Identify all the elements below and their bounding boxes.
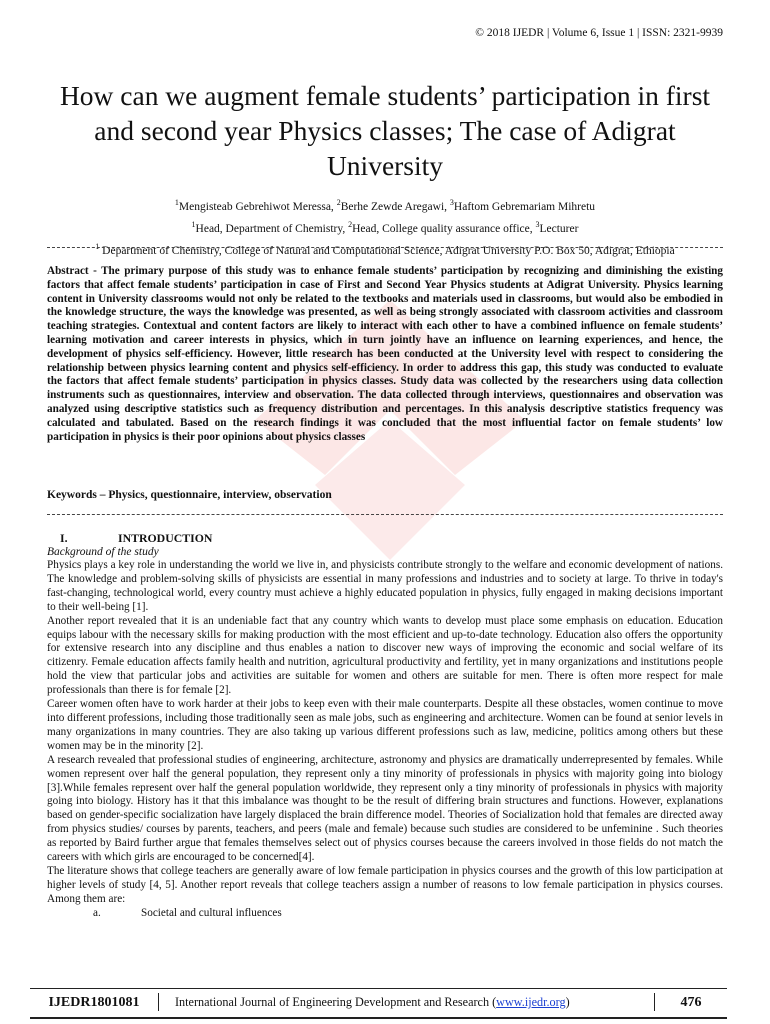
author-name: Haftom Gebremariam Mihretu [453,200,596,213]
list-item-text: Societal and cultural influences [141,906,282,919]
body-paragraph: A research revealed that professional studies of engineering, architecture, astronomy and physics are dramatically underrepresented by females. While women represent over half the general population, they represent only a tiny minority of professionals in physics with majority going into biology [3].While females represent over half the general population worldwide, they represent only a tiny minority of professionals in physics with majority going into biology. History has it that this imbalance was thought to be the result of differing brain structures and functions. However, explanations based on gender-specific socialization have largely displaced the brain difference model. Theories of Socialization hold that females are directed away from physics studies/ courses by parents, teachers, and peers (male and female) because such studies are considered to be unfeminine . Such theories as reported by Baird further argue that females themselves select out of physics courses because the careers involved in those fields do not match the careers with which girls are encouraged to be concerned[4]. [47,753,723,864]
journal-prefix: International Journal of Engineering Development and Research ( [175,995,497,1009]
author-sup: 2 [336,198,341,207]
section-heading [60,531,212,546]
body-paragraph: Another report revealed that it is an undeniable fact that any country which wants to develop must place some emphasis on education. Education equips labour with the necessary skills for making production with the most efficient and up-to-date technology. Education also offers the opportunity for extensive research into any discipline and thus enables a nation to discover new ways of improving the economic and social welfare of its citizenry. Female education affects family health and nutrition, agricultural productivity and fertility, yet in many organizations and institutions people hold the view that particular jobs and activities are suitable for women and others are suitable for men. There is often more respect for male professionals than there is for female [2]. [47,614,723,697]
author-role: Lecturer [539,222,579,235]
body-paragraph: Career women often have to work harder at their jobs to keep even with their male counterparts. Despite all these obstacles, women continue to move into different professions, including those traditionally seen as male jobs, such as engineering and architecture. Women can be found at senior levels in many organizations in many countries. They are also taking up various different professions such as law, medicine, politics among others but these women may be in the minority [2]. [47,698,723,752]
journal-website-link[interactable]: www.ijedr.org [496,995,566,1009]
affiliation-sup: 1 [95,241,100,251]
role-sup: 2 [348,219,353,229]
author-names [47,194,723,216]
author-sup: 1 [174,198,179,207]
separator-rule [47,247,723,248]
list-item-label: a. [93,906,101,919]
author-roles [47,216,723,238]
separator-rule [47,514,723,515]
author-name: Mengisteab Gebrehiwot Meressa, [178,200,337,213]
page-footer [30,988,727,1019]
body-text [47,559,723,921]
role-sup: 3 [535,219,540,229]
paper-title: How can we augment female students’ participation in first and second year Physics classes; The case of Adigrat University [59,80,711,181]
author-role: Head, College quality assurance office, [352,222,536,235]
body-paragraph: The literature shows that college teachers are generally aware of low female participation in physics courses and the growth of this low participation at higher levels of study [4, 5]. Another report reveals that college teachers assign a number of reasons to low female participation in physics courses. Among them are: [47,864,723,905]
paper-id: IJEDR1801081 [30,993,159,1011]
list-item [47,907,723,921]
journal-citation-header: © 2018 IJEDR | Volume 6, Issue 1 | ISSN: 2321-9939 [475,27,723,39]
page-number: 476 [654,993,727,1011]
abstract: Abstract - The primary purpose of this study was to enhance female students’ participation by recognizing and diminishing the existing factors that affect female students’ participation in case of First and Second Year Physics students at Adigrat University. Physics learning content in University classrooms would not only be related to the textbooks and materials used in classrooms, but would also be embodied in the knowledge structure, the ways the knowledge was presented, as well as being strongly associated with classroom activities and classroom teaching strategies. Contextual and content factors are likely to interact with each other to have a combined influence on female students’ learning motivation and career interests in physics, which in turn jointly have an influence on learning experiences, and hence, the development of physics self-efficiency. However, little research has been conducted at the University level with respect to considering the relationship between physics learning content and physics self-efficiency. In order to address this gap, this study was conducted to evaluate the factors that affect female students’ participation in physics classes. Study data was collected by the researchers using data collection instruments such as questionnaires, interview and observation. The data collected through interviews, questionnaires and observation was analyzed using descriptive statistics such as frequency distribution and percentages. In this analysis descriptive statistics frequency was calculated and tabulated. Based on the research findings it was concluded that the most influential factor on female students’ low participation in physics is their poor opinions about physics classes [47,265,723,443]
author-role: Head, Department of Chemistry, [195,222,349,235]
affiliation-text: Department of Chemistry, College of Natural and Computational Science, Adigrat University P.O. Box 50, Adigrat, Ethiopia [99,244,675,257]
body-paragraph: Physics plays a key role in understanding the world we live in, and physicists contribute strongly to the welfare and economic development of nations. The knowledge and problem-solving skills of physicists are essential in many professions and industries and to society at large. To thrive in today's fast-changing, technological world, every country must achieve a highly educated population in physics, fully engaged in making decisions important to their well-being [1]. [47,559,723,613]
role-sup: 1 [191,219,196,229]
author-block [47,194,723,259]
subsection-heading: Background of the study [47,546,159,558]
author-name: Berhe Zewde Aregawi, [340,200,450,213]
keywords: Keywords – Physics, questionnaire, interview, observation [47,489,332,501]
section-title: INTRODUCTION [118,531,213,545]
journal-suffix: ) [565,995,570,1009]
section-number: I. [60,531,68,545]
author-affiliation [47,238,723,260]
journal-name [175,995,570,1010]
author-sup: 3 [449,198,454,207]
